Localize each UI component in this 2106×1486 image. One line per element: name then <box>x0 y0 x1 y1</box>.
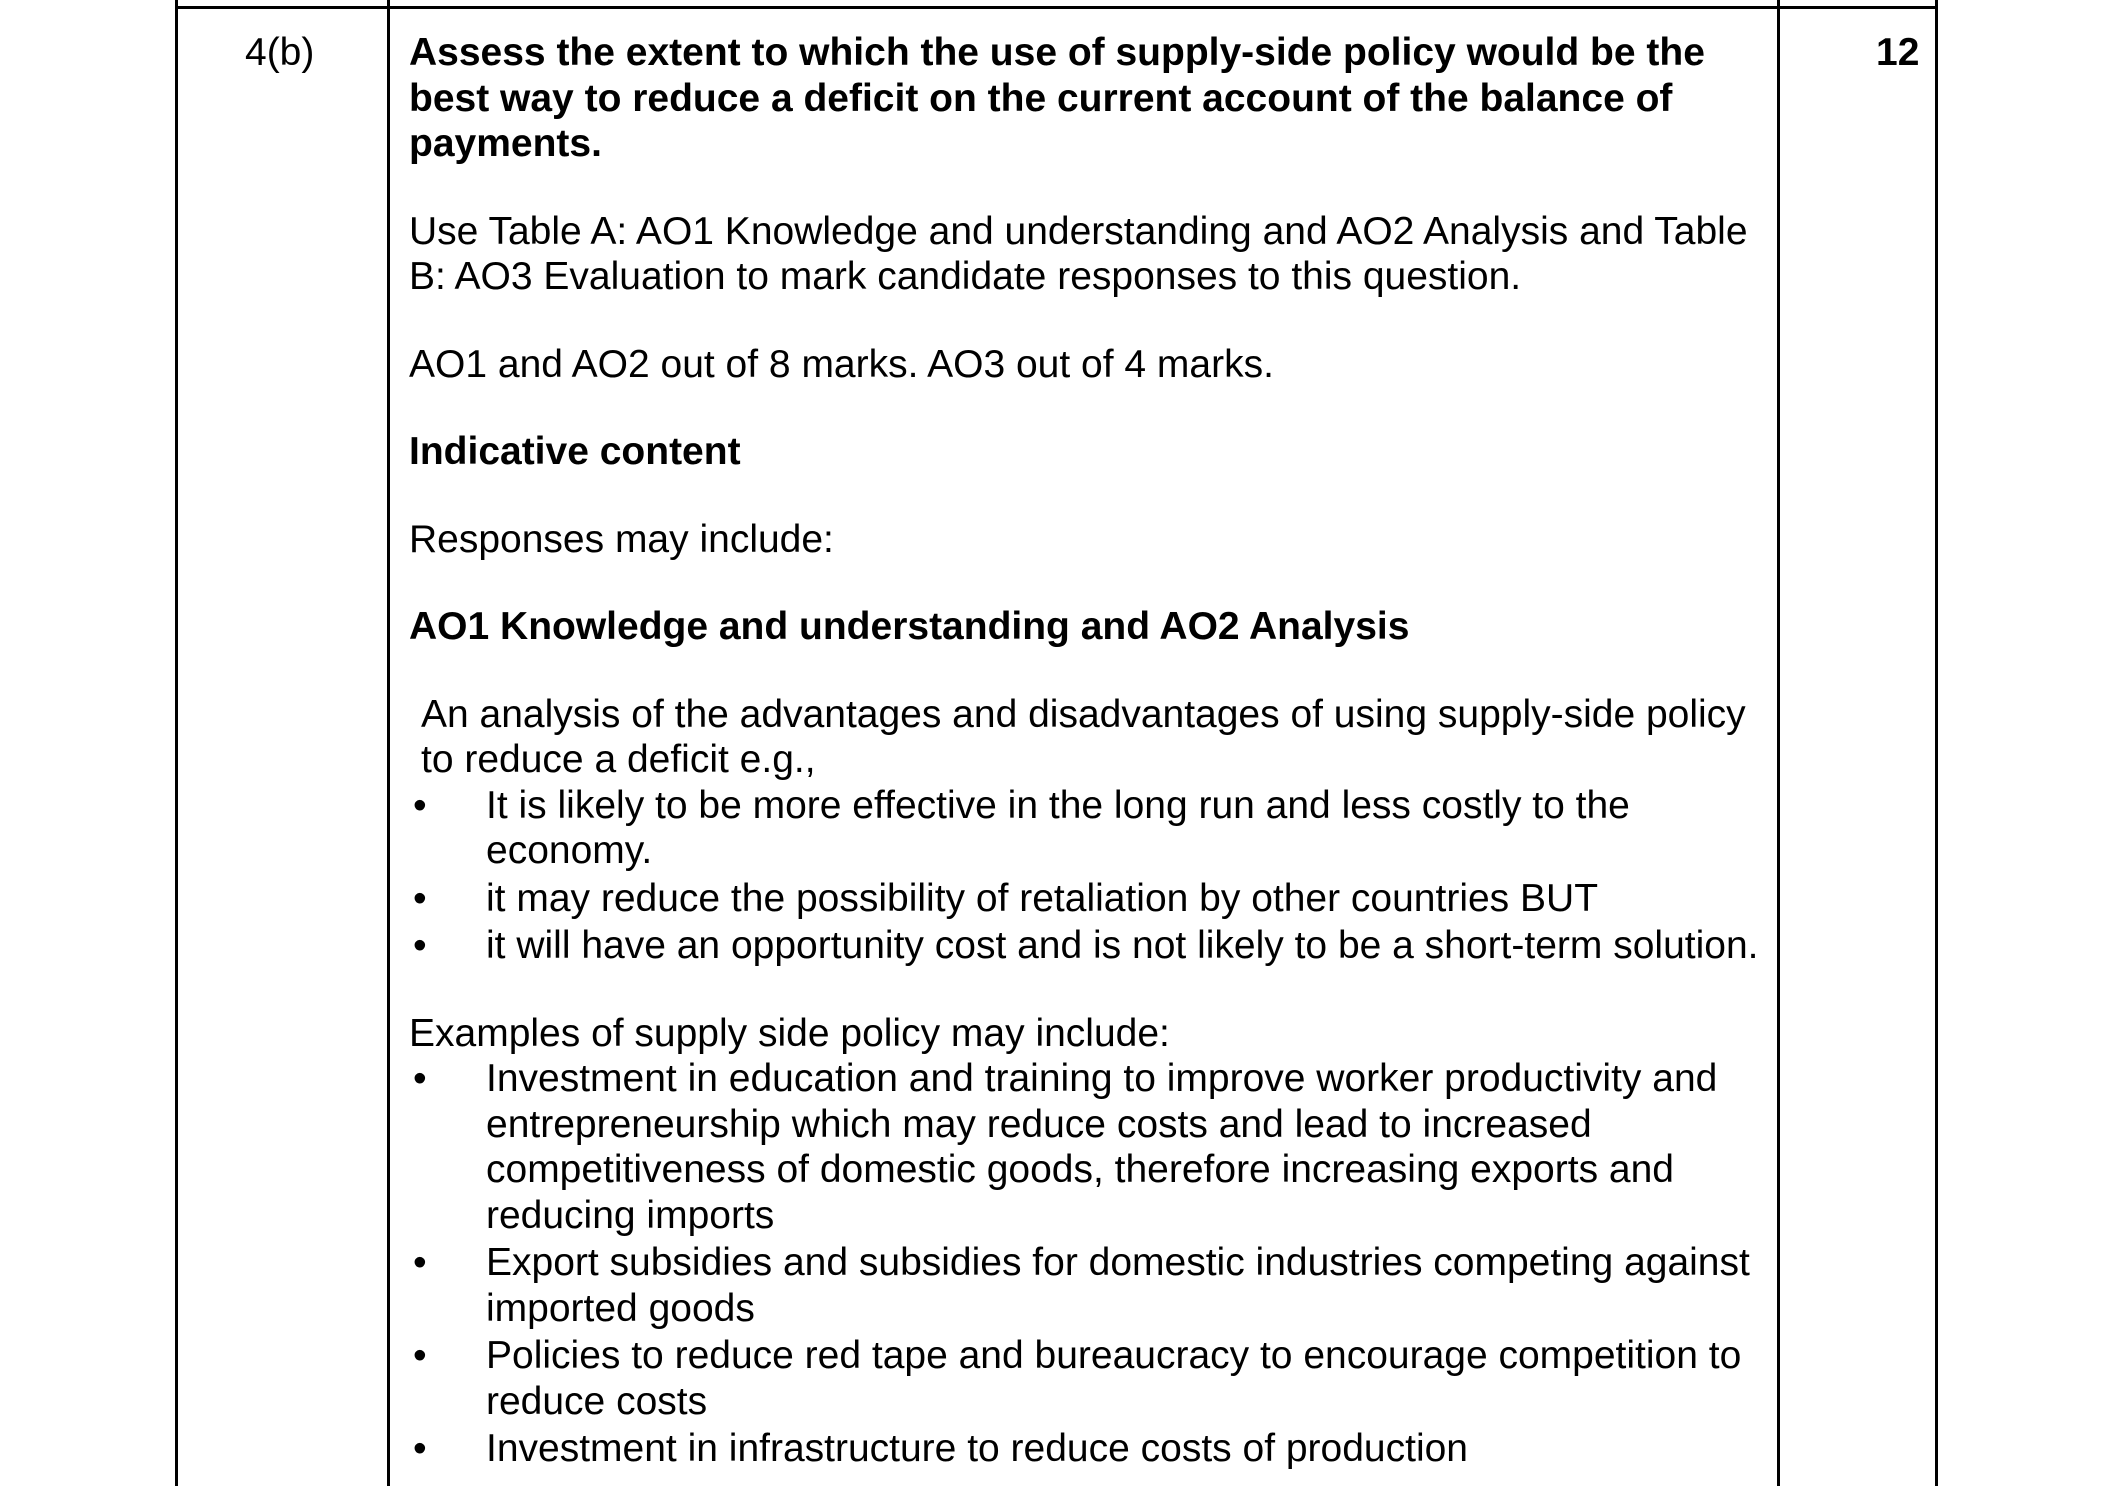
bullet-icon: • <box>413 1334 427 1377</box>
question-number: 4(b) <box>245 31 315 74</box>
bullet-icon: • <box>413 1427 427 1470</box>
list-item: • Export subsidies and subsidies for domestic industries competing against imported goods <box>413 1241 1750 1330</box>
list-item: • it may reduce the possibility of retaliation by other countries BUT <box>413 876 1599 920</box>
question-marks: 12 <box>1876 31 1920 74</box>
list-item: • it will have an opportunity cost and is not likely to be a short-term solution. <box>413 924 1759 967</box>
ao-heading: AO1 Knowledge and understanding and AO2 Analysis <box>409 605 1410 648</box>
list-item: • Investment in infrastructure to reduce costs of production <box>413 1427 1468 1470</box>
table-row-top-border <box>175 6 1938 9</box>
bullet-icon: • <box>413 1057 427 1100</box>
indicative-content-heading: Indicative content <box>409 430 741 473</box>
list-item: • It is likely to be more effective in the long run and less costly to the economy. <box>413 783 1630 872</box>
table-border-right <box>1935 0 1938 1486</box>
examples-list <box>409 1056 1761 1472</box>
marks-split: AO1 and AO2 out of 8 marks. AO3 out of 4 marks. <box>409 342 1274 386</box>
question-prompt: Assess the extent to which the use of supply-side policy would be the best way to reduce a deficit on the current account of the balance of payments. <box>409 31 1705 165</box>
answer-guidance-cell <box>409 30 1761 1474</box>
analysis-list <box>409 783 1761 969</box>
bullet-icon: • <box>413 876 427 920</box>
table-divider-question <box>387 0 390 1486</box>
list-item: • Policies to reduce red tape and bureaucracy to encourage competition to reduce costs <box>413 1334 1742 1423</box>
bullet-icon: • <box>413 783 427 827</box>
responses-intro: Responses may include: <box>409 517 834 561</box>
bullet-icon: • <box>413 1241 427 1284</box>
bullet-icon: • <box>413 924 427 967</box>
table-border-left <box>175 0 178 1486</box>
use-tables-instruction: Use Table A: AO1 Knowledge and understanding and AO2 Analysis and Table B: AO3 Evaluation to mark candidate responses to this question. <box>409 209 1748 298</box>
analysis-intro: An analysis of the advantages and disadvantages of using supply-side policy to reduce a deficit e.g., <box>421 692 1746 781</box>
examples-intro: Examples of supply side policy may include: <box>409 1011 1170 1055</box>
table-divider-marks <box>1777 0 1780 1486</box>
list-item: • Investment in education and training to improve worker productivity and entrepreneurship which may reduce costs and lead to increased competitiveness of domestic goods, therefore increasing exports and reducing imports <box>413 1057 1718 1237</box>
